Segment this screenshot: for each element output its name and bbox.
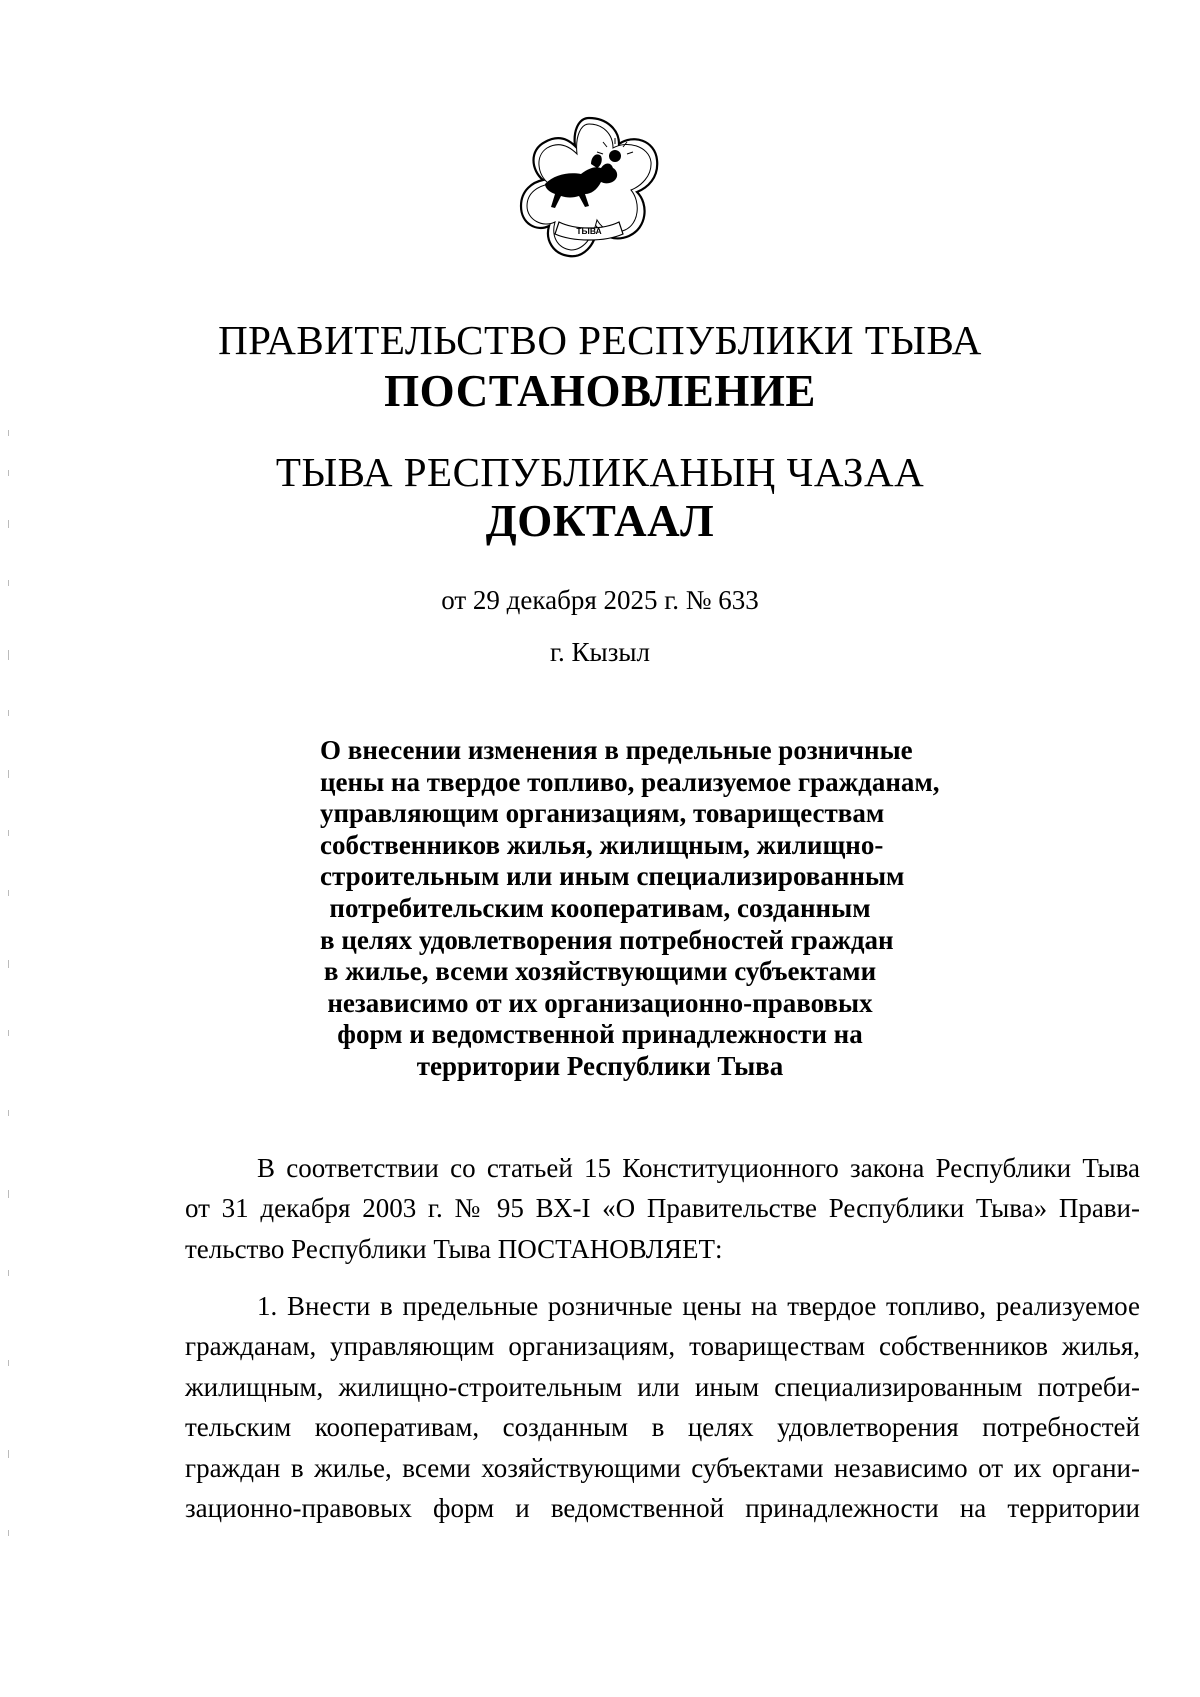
paragraph-line: от 31 декабря 2003 г. № 95 ВХ-I «О Правительстве Республики Тыва» Прави-: [185, 1193, 1140, 1224]
paragraph-line: В соответствии со статьей 15 Конституционного закона Республики Тыва: [257, 1153, 1140, 1183]
title-line: О внесении изменения в предельные розничные: [320, 735, 913, 765]
title-line: территории Республики Тыва: [416, 1050, 784, 1081]
item-1-paragraph: [185, 1286, 1140, 1528]
government-name-tyv: ТЫВА РЕСПУБЛИКАНЫҢ ЧАЗАА: [275, 449, 925, 495]
paragraph-line: 1. Внести в предельные розничные цены на твердое топливо, реализуемое: [257, 1291, 1140, 1321]
date-and-number: от 29 декабря 2025 г. № 633: [441, 585, 759, 615]
paragraph-line: граждан в жилье, всеми хозяйствующими субъектами независимо от их органи-: [185, 1452, 1140, 1483]
title-line: независимо от их организационно-правовых: [327, 987, 873, 1018]
title-line: в целях удовлетворения потребностей граждан: [320, 924, 894, 955]
document-type-tyv: ДОКТААЛ: [485, 496, 715, 546]
emblem-inscription: ТЫВА: [576, 226, 602, 236]
scan-margin-marks: [6, 430, 12, 1550]
document-title: [320, 735, 940, 1083]
government-name-ru: ПРАВИТЕЛЬСТВО РЕСПУБЛИКИ ТЫВА: [218, 317, 982, 363]
document-type-ru: ПОСТАНОВЛЕНИЕ: [384, 366, 816, 416]
title-line: потребительским кооперативам, созданным: [329, 892, 871, 923]
city: г. Кызыл: [550, 637, 650, 667]
title-line: форм и ведомственной принадлежности на: [337, 1019, 863, 1050]
paragraph-line: жилищным, жилищно-строительным или иным специализированным потреби-: [185, 1371, 1140, 1402]
paragraph-line: зационно-правовых форм и ведомственной принадлежности на территории: [185, 1492, 1140, 1523]
title-line: строительным или иным специализированным: [320, 861, 905, 892]
preamble-paragraph: [185, 1148, 1140, 1269]
paragraph-line: тельство Республики Тыва ПОСТАНОВЛЯЕТ:: [185, 1233, 723, 1264]
title-line: в жилье, всеми хозяйствующими субъектами: [323, 956, 877, 987]
paragraph-line: тельским кооперативам, созданным в целях удовлетворения потребностей: [185, 1412, 1140, 1443]
title-line: собственников жилья, жилищным, жилищно-: [320, 829, 884, 860]
tyva-coat-of-arms-icon: [515, 112, 663, 264]
title-line: управляющим организациям, товариществам: [320, 798, 885, 829]
title-line: цены на твердое топливо, реализуемое гражданам,: [320, 766, 940, 797]
paragraph-line: гражданам, управляющим организациям, товариществам собственников жилья,: [185, 1331, 1140, 1362]
